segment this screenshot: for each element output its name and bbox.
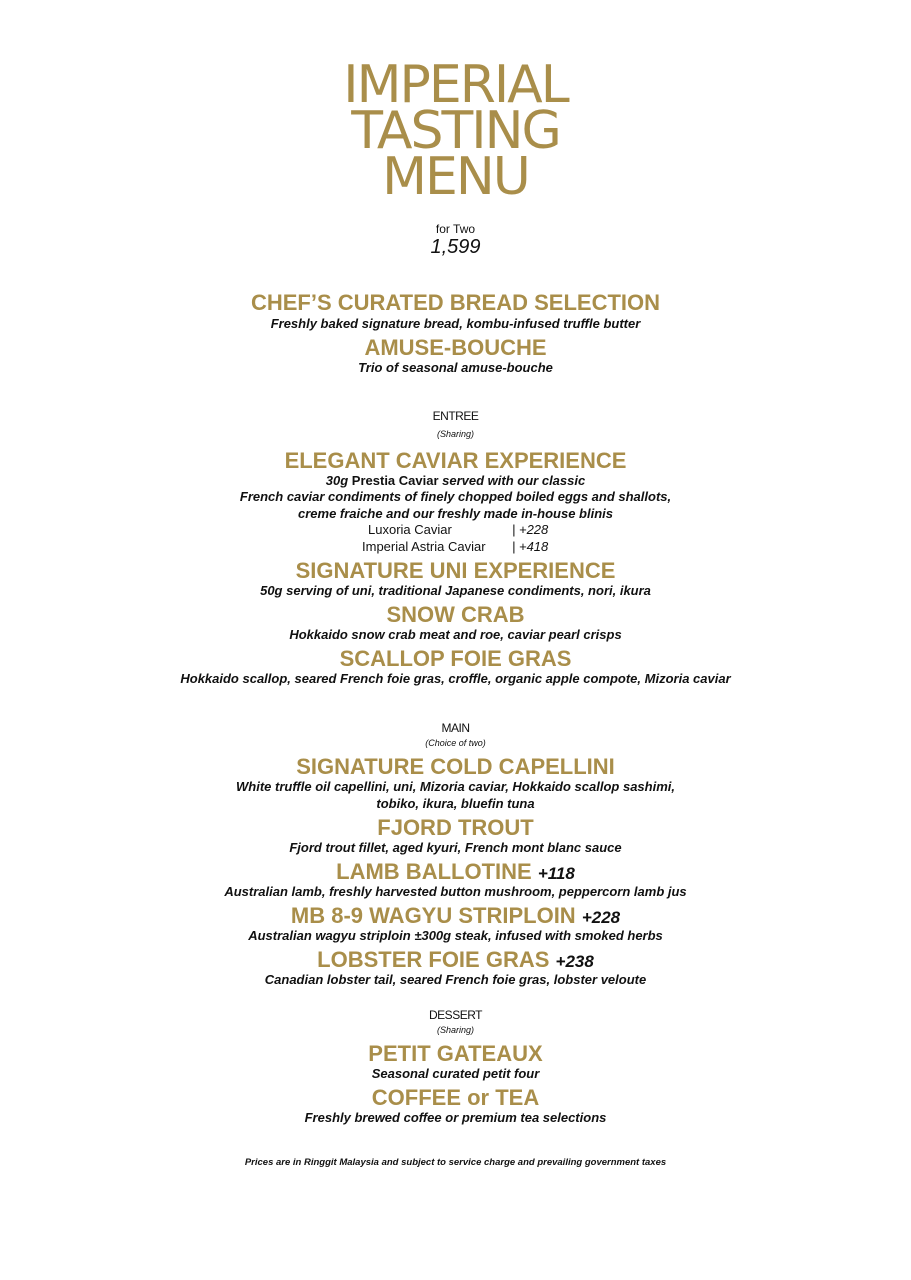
dish-description: tobiko, ikura, bluefin tuna [376, 796, 535, 811]
menu-title [0, 55, 911, 207]
dish-description: Freshly brewed coffee or premium tea selections [304, 1110, 607, 1125]
title-line: MENU [382, 147, 529, 207]
dish-name: FJORD TROUT [377, 815, 534, 840]
footer-note: Prices are in Ringgit Malaysia and subject to service charge and prevailing government taxes [244, 1157, 667, 1168]
dish-description: French caviar condiments of finely chopped boiled eggs and shallots, [239, 489, 672, 504]
section-heading-main: MAIN [441, 721, 470, 735]
dish-supplement: +238 [555, 952, 594, 971]
dish-name-with-supplement [0, 948, 911, 974]
dish-name: AMUSE-BOUCHE [364, 335, 547, 360]
dish-name: SNOW CRAB [386, 602, 525, 627]
dish-name: LAMB BALLOTINE [336, 859, 532, 884]
dish-name: CHEF’S CURATED BREAD SELECTION [250, 290, 661, 315]
caviar-brand: Prestia Caviar [351, 473, 439, 488]
dish-description: 50g serving of uni, traditional Japanese condiments, nori, ikura [260, 583, 651, 598]
for-two-label: for Two [435, 222, 476, 236]
dish-description: Fjord trout fillet, aged kyuri, French mont blanc sauce [289, 840, 622, 855]
dish-description: creme fraiche and our freshly made in-house blinis [298, 506, 613, 521]
dish-description: Canadian lobster tail, seared French foie gras, lobster veloute [264, 972, 647, 987]
caviar-option-price: | +418 [512, 539, 549, 554]
dish-name: MB 8-9 WAGYU STRIPLOIN [290, 903, 576, 928]
dish-supplement: +118 [537, 864, 575, 883]
caviar-option-price: | +228 [512, 522, 549, 537]
title-line: TASTING [351, 101, 560, 161]
dish-name: SIGNATURE UNI EXPERIENCE [295, 558, 616, 583]
dish-name: ELEGANT CAVIAR EXPERIENCE [284, 448, 627, 473]
section-note: (Choice of two) [425, 738, 486, 748]
dish-description: Trio of seasonal amuse-bouche [358, 360, 553, 375]
dish-name: COFFEE or TEA [371, 1085, 540, 1110]
dish-name: SIGNATURE COLD CAPELLINI [296, 754, 615, 779]
dish-description: Hokkaido snow crab meat and roe, caviar pearl crisps [289, 627, 622, 642]
dish-description: Hokkaido scallop, seared French foie gras, croffle, organic apple compote, Mizoria caviar [180, 671, 731, 686]
section-heading-entree: ENTREE [432, 409, 479, 423]
dish-name: PETIT GATEAUX [368, 1041, 543, 1066]
dish-name: SCALLOP FOIE GRAS [339, 646, 572, 671]
menu-price: 1,599 [430, 236, 481, 258]
title-line: IMPERIAL [343, 55, 568, 115]
dish-name-with-supplement [0, 860, 911, 886]
dish-description: White truffle oil capellini, uni, Mizoria caviar, Hokkaido scallop sashimi, [236, 779, 675, 794]
desc-text: served with our classic [438, 473, 586, 488]
dish-name-with-supplement [0, 904, 911, 930]
section-note: (Sharing) [436, 1025, 474, 1035]
caviar-option-name: Imperial Astria Caviar [362, 539, 486, 554]
desc-text: 30g [325, 473, 352, 488]
section-heading-dessert: DESSERT [429, 1008, 482, 1022]
dish-description: Seasonal curated petit four [371, 1066, 540, 1081]
dish-description [0, 473, 911, 490]
dish-description: Freshly baked signature bread, kombu-infused truffle butter [270, 316, 641, 331]
section-note: (Sharing) [436, 429, 474, 439]
dish-description: Australian wagyu striploin ±300g steak, infused with smoked herbs [248, 928, 663, 943]
caviar-option-name: Luxoria Caviar [368, 522, 452, 537]
dish-supplement: +228 [581, 908, 621, 927]
dish-name: LOBSTER FOIE GRAS [317, 947, 550, 972]
dish-description: Australian lamb, freshly harvested button mushroom, peppercorn lamb jus [224, 884, 687, 899]
